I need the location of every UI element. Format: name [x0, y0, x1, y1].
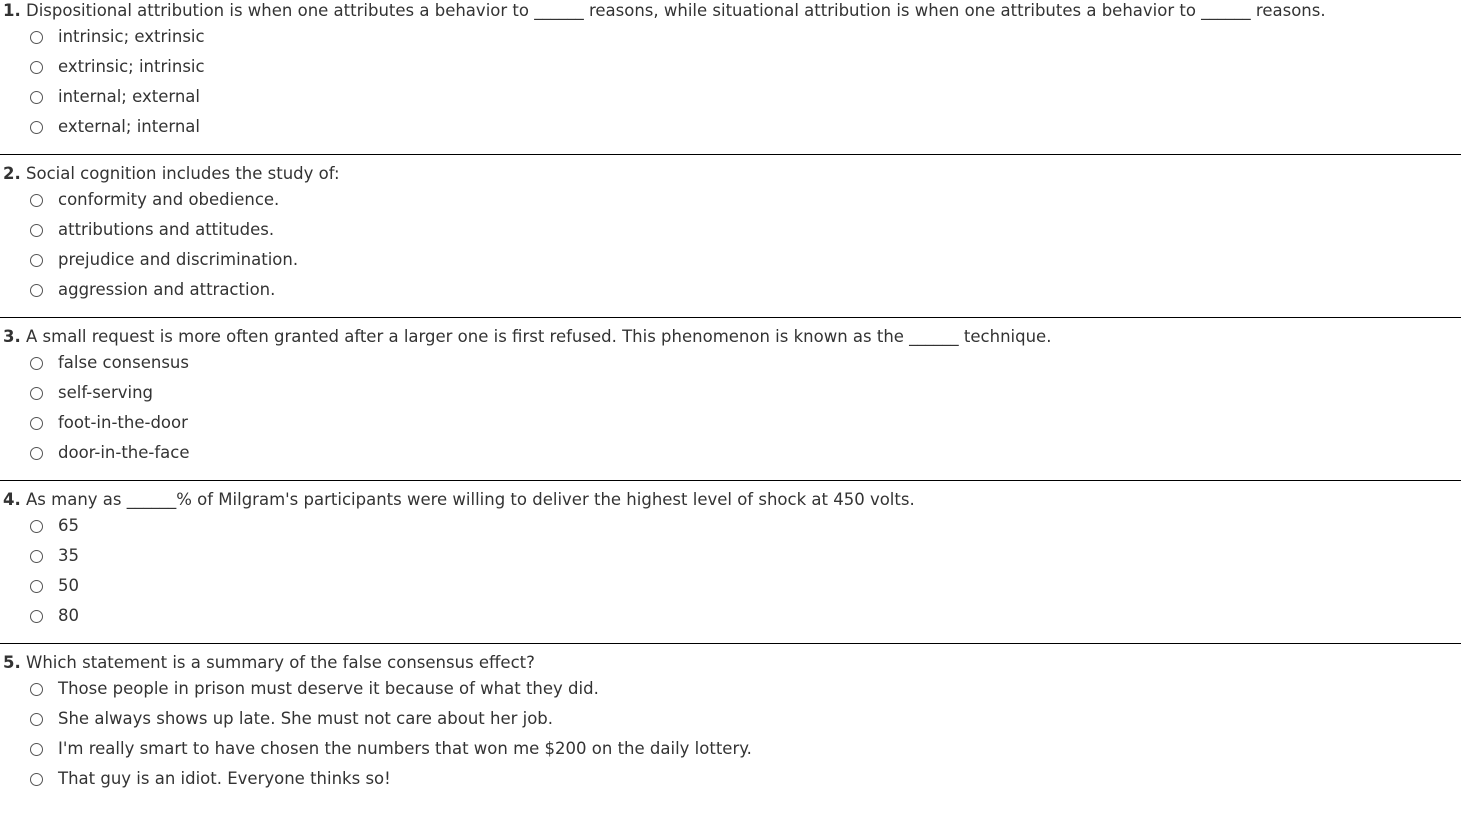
radio-button[interactable]: [30, 284, 43, 297]
option-label: prejudice and discrimination.: [58, 250, 299, 269]
option-label: door-in-the-face: [58, 443, 190, 462]
question-prompt: [3, 0, 1461, 22]
answer-option[interactable]: [3, 82, 1461, 112]
radio-button[interactable]: [30, 61, 43, 74]
radio-button[interactable]: [30, 31, 43, 44]
option-label: 80: [58, 606, 79, 625]
radio-button[interactable]: [30, 357, 43, 370]
question-prompt: [3, 652, 1461, 674]
radio-button[interactable]: [30, 773, 43, 786]
option-label: conformity and obedience.: [58, 190, 280, 209]
option-label: self-serving: [58, 383, 154, 402]
radio-button[interactable]: [30, 387, 43, 400]
question-text: Which statement is a summary of the false consensus effect?: [26, 653, 535, 672]
question-text: Dispositional attribution is when one attributes a behavior to ______ reasons, while situational attribution is when one attributes a behavior to ______ reasons.: [26, 1, 1326, 20]
option-label: 50: [58, 576, 79, 595]
option-label: 65: [58, 516, 79, 535]
answer-option[interactable]: [3, 438, 1461, 468]
radio-button[interactable]: [30, 520, 43, 533]
radio-button[interactable]: [30, 743, 43, 756]
radio-button[interactable]: [30, 550, 43, 563]
answer-option[interactable]: [3, 348, 1461, 378]
answer-option[interactable]: [3, 764, 1461, 794]
question-text: Social cognition includes the study of:: [26, 164, 340, 183]
radio-button[interactable]: [30, 447, 43, 460]
option-label: 35: [58, 546, 79, 565]
answer-option[interactable]: [3, 22, 1461, 52]
radio-button[interactable]: [30, 683, 43, 696]
radio-button[interactable]: [30, 254, 43, 267]
radio-button[interactable]: [30, 194, 43, 207]
answer-option[interactable]: [3, 674, 1461, 704]
question-1: [0, 0, 1461, 142]
answer-option[interactable]: [3, 112, 1461, 142]
option-label: extrinsic; intrinsic: [58, 57, 205, 76]
answer-option[interactable]: [3, 734, 1461, 764]
question-text: A small request is more often granted after a larger one is first refused. This phenomenon is known as the ______ technique.: [26, 327, 1052, 346]
option-label: internal; external: [58, 87, 201, 106]
answer-option[interactable]: [3, 541, 1461, 571]
answer-option[interactable]: [3, 215, 1461, 245]
option-label: attributions and attitudes.: [58, 220, 275, 239]
option-label: intrinsic; extrinsic: [58, 27, 205, 46]
radio-button[interactable]: [30, 713, 43, 726]
question-3: [0, 317, 1461, 468]
answer-option[interactable]: [3, 275, 1461, 305]
answer-option[interactable]: [3, 704, 1461, 734]
option-label: Those people in prison must deserve it because of what they did.: [58, 679, 599, 698]
option-label: aggression and attraction.: [58, 280, 276, 299]
question-5: [0, 643, 1461, 794]
radio-button[interactable]: [30, 121, 43, 134]
option-label: false consensus: [58, 353, 189, 372]
option-label: external; internal: [58, 117, 201, 136]
radio-button[interactable]: [30, 417, 43, 430]
answer-option[interactable]: [3, 601, 1461, 631]
answer-option[interactable]: [3, 511, 1461, 541]
radio-button[interactable]: [30, 91, 43, 104]
option-label: foot-in-the-door: [58, 413, 188, 432]
answer-option[interactable]: [3, 185, 1461, 215]
answer-option[interactable]: [3, 378, 1461, 408]
option-label: I'm really smart to have chosen the numbers that won me $200 on the daily lottery.: [58, 739, 752, 758]
answer-option[interactable]: [3, 408, 1461, 438]
question-prompt: [3, 326, 1461, 348]
question-number: 2.: [3, 164, 21, 183]
answer-option[interactable]: [3, 245, 1461, 275]
question-number: 1.: [3, 1, 21, 20]
question-prompt: [3, 489, 1461, 511]
question-text: As many as ______% of Milgram's participants were willing to deliver the highest level of shock at 450 volts.: [26, 490, 915, 509]
option-label: That guy is an idiot. Everyone thinks so!: [58, 769, 391, 788]
answer-option[interactable]: [3, 52, 1461, 82]
radio-button[interactable]: [30, 580, 43, 593]
question-4: [0, 480, 1461, 631]
question-number: 3.: [3, 327, 21, 346]
question-prompt: [3, 163, 1461, 185]
answer-option[interactable]: [3, 571, 1461, 601]
radio-button[interactable]: [30, 224, 43, 237]
question-2: [0, 154, 1461, 305]
question-number: 4.: [3, 490, 21, 509]
question-number: 5.: [3, 653, 21, 672]
radio-button[interactable]: [30, 610, 43, 623]
option-label: She always shows up late. She must not care about her job.: [58, 709, 554, 728]
